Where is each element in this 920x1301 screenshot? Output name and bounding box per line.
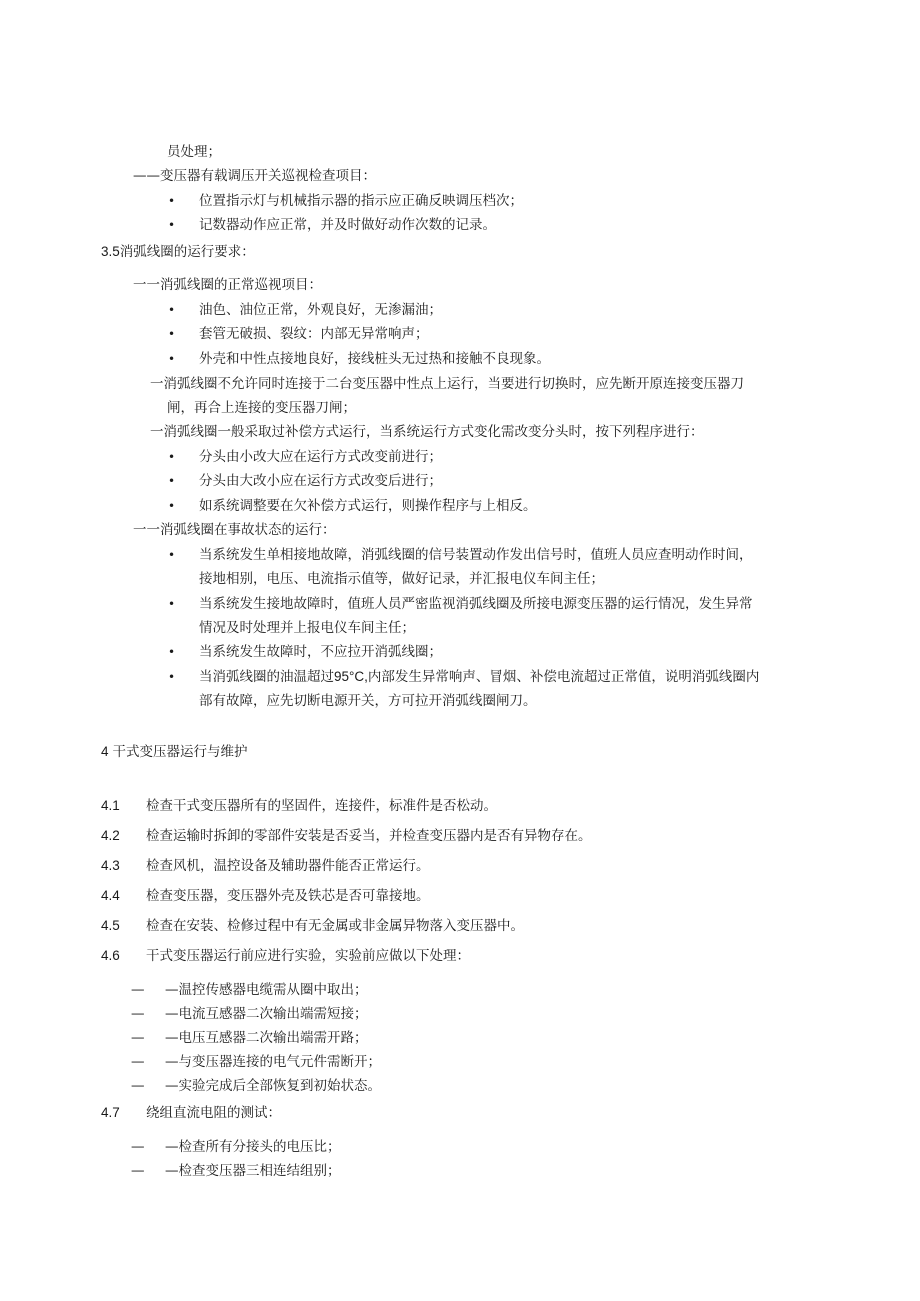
section-number: 4 <box>101 744 109 759</box>
section-title: 消弧线圈的运行要求： <box>119 244 255 260</box>
paragraph-line: 一消弧线圈一般采取过补偿方式运行，当系统运行方式变化需改变分头时，按下列程序进行： <box>150 424 704 440</box>
list-item: 外壳和中性点接地良好，接线桩头无过热和接触不良现象。 <box>199 351 550 367</box>
group-heading: 一一消弧线圈在事故状态的运行： <box>133 522 336 538</box>
item-text: 检查干式变压器所有的坚固件，连接件，标准件是否松动。 <box>146 798 497 814</box>
dash-marker: — <box>131 1054 144 1070</box>
item-number: 4.6 <box>101 948 120 963</box>
temperature-value: 95°C, <box>334 669 368 684</box>
item-text: 检查运输时拆卸的零部件安装是否妥当，并检查变压器内是否有异物存在。 <box>146 828 592 844</box>
bullet: • <box>168 327 176 341</box>
dash-marker: — <box>131 1006 144 1022</box>
section-number: 3.5 <box>101 244 120 259</box>
list-item <box>199 668 759 686</box>
list-item-cont: 部有故障，应先切断电源开关，方可拉开消弧线圈闸刀。 <box>199 693 537 709</box>
sub-item: —检查所有分接头的电压比； <box>165 1139 341 1155</box>
list-item: 分头由大改小应在运行方式改变后进行； <box>199 473 442 489</box>
bullet: • <box>168 474 176 488</box>
item-text: 检查变压器，变压器外壳及铁芯是否可靠接地。 <box>146 888 430 904</box>
list-item: 油色、油位正常，外观良好，无渗漏油； <box>199 302 442 318</box>
item-text: 检查在安装、检修过程中有无金属或非金属异物落入变压器中。 <box>146 918 524 934</box>
list-item: 记数器动作应正常，并及时做好动作次数的记录。 <box>199 217 496 233</box>
paragraph-line: 闸，再合上连接的变压器刀闸； <box>167 400 356 416</box>
item-text: 干式变压器运行前应进行实验，实验前应做以下处理： <box>146 948 470 964</box>
section-4-heading <box>101 743 248 761</box>
list-item-cont: 情况及时处理并上报电仪车间主任； <box>199 620 415 636</box>
sub-item: —电压互感器二次输出端需开路； <box>165 1030 368 1046</box>
list-item: 套管无破损、裂纹：内部无异常响声； <box>199 326 429 342</box>
dash-marker: — <box>131 1139 144 1155</box>
sub-item: —检查变压器三相连结组别； <box>165 1163 341 1179</box>
bullet: • <box>168 548 176 562</box>
continuation-text: 员处理； <box>167 144 221 160</box>
bullet: • <box>168 218 176 232</box>
list-item: 当系统发生故障时，不应拉开消弧线圈； <box>199 644 442 660</box>
list-item-cont: 接地相别，电压、电流指示值等，做好记录，并汇报电仪车间主任； <box>199 571 604 587</box>
bullet: • <box>168 499 176 513</box>
bullet: • <box>168 303 176 317</box>
item-number: 4.1 <box>101 798 120 813</box>
bullet: • <box>168 352 176 366</box>
bullet: • <box>168 194 176 208</box>
dash-marker: — <box>131 982 144 998</box>
bullet: • <box>168 670 176 684</box>
list-item: 分头由小改大应在运行方式改变前进行； <box>199 449 442 465</box>
dash-marker: — <box>131 1030 144 1046</box>
item-number: 4.3 <box>101 858 120 873</box>
bullet: • <box>168 597 176 611</box>
item-text: 检查风机，温控设备及辅助器件能否正常运行。 <box>146 858 430 874</box>
list-item: 位置指示灯与机械指示器的指示应正确反映调压档次； <box>199 193 523 209</box>
section-title: 干式变压器运行与维护 <box>112 744 248 760</box>
oltc-heading: ——变压器有载调压开关巡视检查项目： <box>133 168 376 184</box>
item-number: 4.5 <box>101 918 120 933</box>
bullet: • <box>168 450 176 464</box>
sub-item: —与变压器连接的电气元件需断开； <box>165 1054 381 1070</box>
sub-item: —实验完成后全部恢复到初始状态。 <box>165 1078 381 1094</box>
item-number: 4.2 <box>101 828 120 843</box>
sub-item: —温控传感器电缆需从圈中取出； <box>165 982 368 998</box>
paragraph-line: 一消弧线圈不允许同时连接于二台变压器中性点上运行，当要进行切换时，应先断开原连接变压器刀 <box>150 376 744 392</box>
section-3-5-heading <box>101 243 255 261</box>
item-number: 4.7 <box>101 1105 120 1120</box>
dash-marker: — <box>131 1078 144 1094</box>
item-text: 绕组直流电阻的测试： <box>146 1105 281 1121</box>
bullet: • <box>168 645 176 659</box>
dash-marker: — <box>131 1163 144 1179</box>
text-part: 内部发生异常响声、冒烟、补偿电流超过正常值，说明消弧线圈内 <box>367 669 760 685</box>
item-number: 4.4 <box>101 888 120 903</box>
list-item: 如系统调整要在欠补偿方式运行，则操作程序与上相反。 <box>199 498 537 514</box>
list-item: 当系统发生单相接地故障，消弧线圈的信号装置动作发出信号时，值班人员应查明动作时间， <box>199 547 753 563</box>
sub-item: —电流互感器二次输出端需短接； <box>165 1006 368 1022</box>
text-part: 当消弧线圈的油温超过 <box>199 669 334 685</box>
list-item: 当系统发生接地故障时，值班人员严密监视消弧线圈及所接电源变压器的运行情况，发生异常 <box>199 596 753 612</box>
group-heading: 一一消弧线圈的正常巡视项目： <box>133 277 322 293</box>
